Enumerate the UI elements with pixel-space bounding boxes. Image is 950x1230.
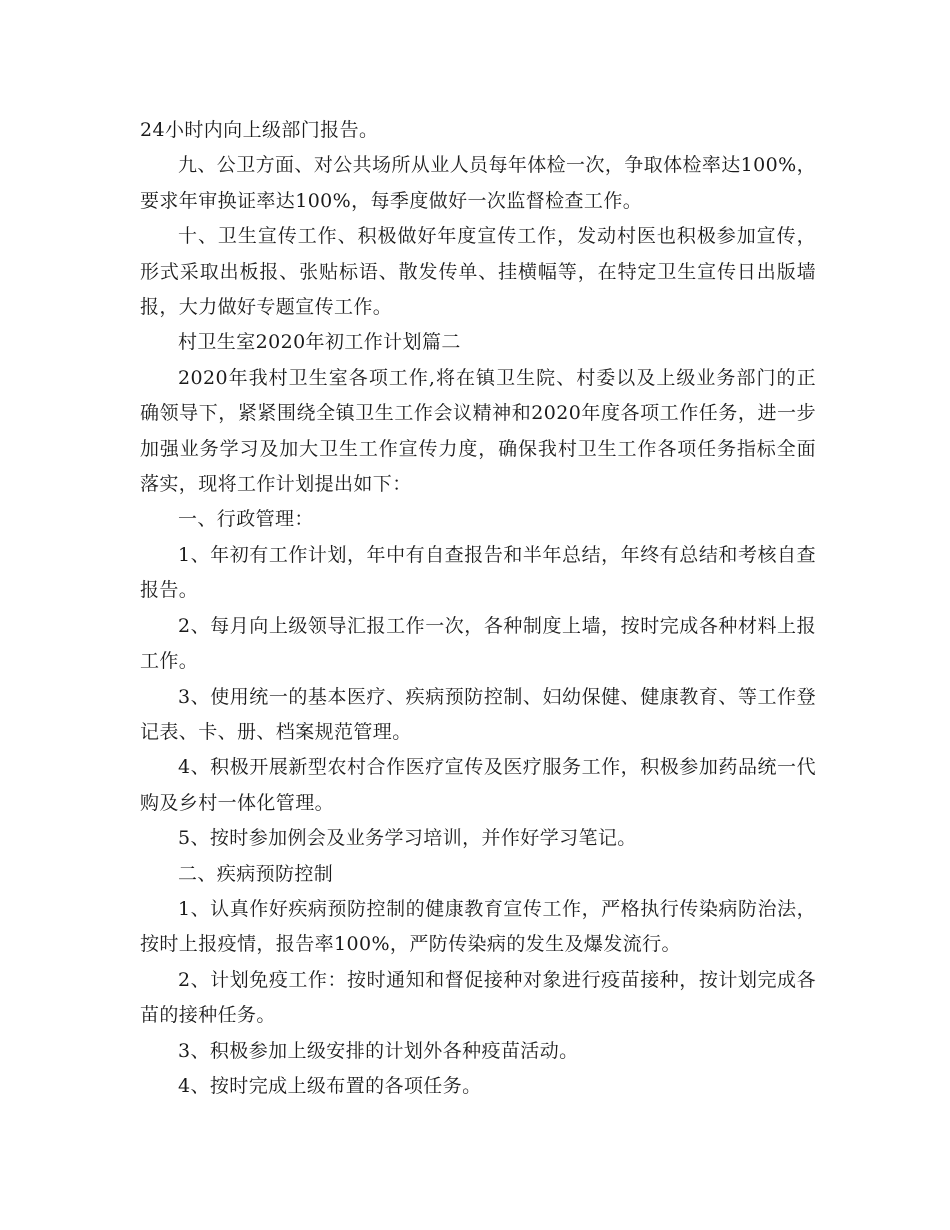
paragraph-item-ten: 十、卫生宣传工作、积极做好年度宣传工作，发动村医也积极参加宣传，形式采取出板报、张贴标语、散发传单、挂横幅等，在特定卫生宣传日出版墙报，大力做好专题宣传工作。 — [140, 225, 816, 319]
document-body — [140, 113, 816, 1104]
heading-administration: 一、行政管理： — [178, 508, 314, 531]
section-title-part-two: 村卫生室2020年初工作计划篇二 — [178, 331, 461, 354]
list-item: 1、年初有工作计划，年中有自查报告和半年总结，年终有总结和考核自查报告。 — [140, 543, 816, 602]
list-item: 3、使用统一的基本医疗、疾病预防控制、妇幼保健、健康教育、等工作登记表、卡、册、档案规范管理。 — [140, 685, 816, 743]
list-item: 2、每月向上级领导汇报工作一次，各种制度上墙，按时完成各种材料上报工作。 — [140, 614, 816, 673]
list-item: 1、认真作好疾病预防控制的健康教育宣传工作，严格执行传染病防治法，按时上报疫情，报告率100%，严防传染病的发生及爆发流行。 — [140, 897, 816, 956]
paragraph-intro: 2020年我村卫生室各项工作,将在镇卫生院、村委以及上级业务部门的正确领导下，紧紧围绕全镇卫生工作会议精神和2020年度各项工作任务，进一步加强业务学习及加大卫生工作宣传力度，确保我村卫生工作各项任务指标全面落实，现将工作计划提出如下： — [140, 366, 816, 496]
paragraph-item-nine: 九、公卫方面、对公共场所从业人员每年体检一次，争取体检率达100%，要求年审换证率达100%，每季度做好一次监督检查工作。 — [140, 154, 816, 212]
list-item: 2、计划免疫工作：按时通知和督促接种对象进行疫苗接种，按计划完成各苗的接种任务。 — [140, 968, 816, 1027]
list-item: 5、按时参加例会及业务学习培训，并作好学习笔记。 — [178, 827, 637, 850]
list-item: 4、按时完成上级布置的各项任务。 — [178, 1074, 482, 1097]
list-item: 3、积极参加上级安排的计划外各种疫苗活动。 — [178, 1039, 579, 1062]
paragraph-report-continuation: 24小时内向上级部门报告。 — [140, 119, 379, 141]
heading-disease-prevention: 二、疾病预防控制 — [178, 862, 334, 885]
list-item: 4、积极开展新型农村合作医疗宣传及医疗服务工作，积极参加药品统一代购及乡村一体化管理。 — [140, 756, 816, 814]
